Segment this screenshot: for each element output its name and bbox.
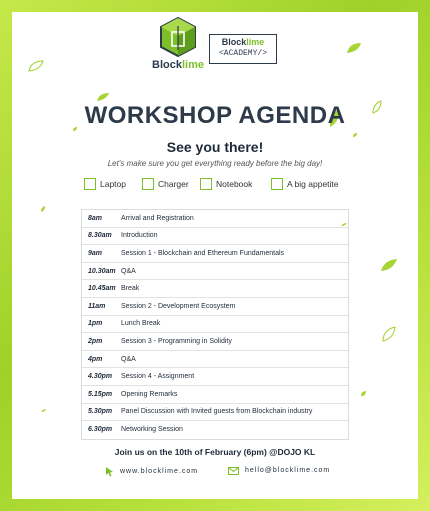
agenda-row	[82, 280, 348, 298]
checklist-item-laptop[interactable]: Laptop	[84, 178, 126, 190]
checklist-item-notebook[interactable]: Notebook	[200, 178, 252, 190]
subtitle: See you there!	[166, 139, 264, 155]
checkbox[interactable]	[200, 178, 212, 190]
agenda-time: 4pm	[88, 355, 103, 363]
agenda-row	[82, 228, 348, 246]
agenda-event: Opening Remarks	[121, 390, 178, 398]
agenda-time: 5.15pm	[88, 390, 113, 398]
brand-name: Blocklime	[152, 59, 204, 71]
agenda-row	[82, 210, 348, 228]
agenda-row	[82, 316, 348, 334]
agenda-time: 2pm	[88, 337, 103, 345]
agenda-event: Session 2 - Development Ecosystem	[121, 302, 236, 310]
agenda-row	[82, 368, 348, 386]
agenda-time: 5.30pm	[88, 408, 113, 416]
agenda-time: 6.30pm	[88, 426, 113, 434]
agenda-event: Introduction	[121, 232, 158, 240]
agenda-time: 9am	[88, 249, 103, 257]
checklist	[0, 178, 430, 194]
agenda-row	[82, 421, 348, 439]
checkbox[interactable]	[84, 178, 96, 190]
page-title: WORKSHOP AGENDA	[84, 102, 346, 129]
agenda-event: Arrival and Registration	[121, 214, 194, 222]
checklist-item-appetite[interactable]: A big appetite	[271, 178, 339, 190]
tagline: Let's make sure you get everything ready before the big day!	[107, 159, 323, 168]
website-link[interactable]: www.blocklime.com	[105, 466, 198, 477]
agenda-event: Session 3 - Programming in Solidity	[121, 337, 232, 345]
agenda-event: Networking Session	[121, 426, 183, 434]
agenda-event: Session 4 - Assignment	[121, 373, 195, 381]
mail-icon	[228, 466, 239, 475]
email-link[interactable]: hello@blocklime.com	[228, 466, 330, 475]
leaf-icon	[346, 42, 362, 54]
academy-logo	[209, 34, 277, 64]
academy-name: Blocklime	[221, 37, 265, 47]
leaf-icon	[382, 326, 396, 342]
agenda-event: Break	[121, 285, 140, 293]
agenda-event: Q&A	[121, 267, 136, 275]
agenda-event: Panel Discussion with Invited guests from Blockchain industry	[121, 408, 313, 416]
leaf-icon	[40, 408, 47, 413]
leaf-icon	[360, 390, 367, 397]
agenda-event: Lunch Break	[121, 320, 161, 328]
agenda-row	[82, 333, 348, 351]
leaf-icon	[380, 258, 398, 272]
leaf-icon	[40, 205, 46, 213]
leaf-icon	[28, 60, 44, 72]
agenda-event: Session 1 - Blockchain and Ethereum Fundamentals	[121, 249, 285, 257]
cursor-icon	[105, 466, 114, 477]
leaf-icon	[96, 92, 110, 102]
agenda-row	[82, 245, 348, 263]
agenda-table	[81, 209, 349, 440]
agenda-time: 10.45am	[88, 285, 116, 293]
join-text: Join us on the 10th of February (6pm) @DOJO KL	[114, 447, 316, 457]
agenda-time: 1pm	[88, 320, 103, 328]
agenda-row	[82, 404, 348, 422]
agenda-row	[82, 386, 348, 404]
agenda-time: 10.30am	[88, 267, 116, 275]
blocklime-logo	[148, 16, 208, 71]
agenda-row	[82, 263, 348, 281]
cube-logo-icon	[158, 16, 198, 58]
checklist-item-charger[interactable]: Charger	[142, 178, 189, 190]
agenda-time: 8am	[88, 214, 103, 222]
checkbox[interactable]	[142, 178, 154, 190]
agenda-event: Q&A	[121, 355, 136, 363]
agenda-time: 11am	[88, 302, 106, 310]
leaf-icon	[352, 132, 358, 138]
agenda-time: 8.30am	[88, 232, 112, 240]
academy-sub: <ACADEMY/>	[218, 49, 267, 58]
agenda-row	[82, 298, 348, 316]
agenda-time: 4.30pm	[88, 373, 113, 381]
checkbox[interactable]	[271, 178, 283, 190]
agenda-row	[82, 351, 348, 369]
